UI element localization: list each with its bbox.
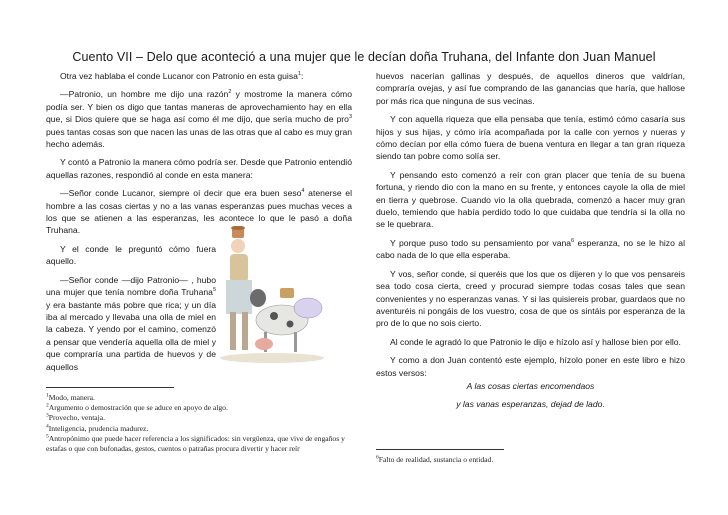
paragraph: Y como a don Juan contentó este ejemplo, hízolo poner en este libro e hizo estos versos: [376, 355, 685, 378]
text: pues tantas cosas son que nacen las unas de las otras que al cabo es muy gran hecho además. [46, 126, 352, 150]
footnote-ref: 4 [301, 188, 305, 195]
text: —Señor conde —dijo Patronio— , hubo una mujer que tenía nombre doña Truhana [46, 274, 216, 298]
paragraph: Y el conde le preguntó cómo fuera aquello. [46, 243, 216, 267]
text: : [300, 71, 304, 81]
footnote-divider [376, 449, 504, 450]
verse-line: y las vanas esperanzas, dejad de lado. [456, 399, 605, 410]
footnote: $^6$Falto de realidad, sustancia o entidad. [376, 454, 494, 464]
text: Y porque puso todo su pensamiento por vana [390, 237, 572, 248]
right-column [376, 70, 685, 417]
paragraph [46, 274, 216, 373]
footnote: $^5$Antropónimo que puede hacer referencia a los significados: sin vergüenza, que vive de engaños y estafas o que con bufonadas, gestos, cuentos o patrañas procura divertir y hacer reír [46, 433, 345, 454]
text: esperanza, no se le hizo al cabo nada de lo que ella esperaba. [376, 237, 685, 261]
text: —Patronio, un hombre me dijo una razón [60, 89, 229, 100]
footnotes-left [46, 393, 352, 454]
footnote-divider [46, 387, 174, 388]
paragraph: Y pensando esto comenzó a reír con gran placer que tenía de su buena fortuna, y riendo dio con la mano en su frente, y entonces cayole la olla de miel en tierra y quebrose. Cuando vio la olla quebrada, comenzó a hacer muy gran duelo, temiendo que había perdido todo lo que cuidaba que tendría si la olla no se le quebrara. [376, 169, 685, 230]
paragraph: Al conde le agradó lo que Patronio le dijo e hízolo así y hallose bien por ello. [390, 336, 681, 347]
paragraph [46, 70, 352, 82]
footnote: $^4$Inteligencia, prudencia madurez. [46, 423, 149, 433]
text: —Señor conde Lucanor, siempre oí decir que era buen seso [60, 188, 302, 199]
page-title: Cuento VII – Delo que aconteció a una mujer que le decían doña Truhana, del Infante don Juan Manuel [72, 50, 656, 64]
text: atenerse el hombre a las cosas ciertas y no a las vanas esperanzas pues muchas veces a los que se atienen a las esperanzas, les acontece lo que le pasó a doña Truhana. [46, 188, 352, 236]
verse-line: A las cosas ciertas encomendaos [466, 380, 595, 391]
paragraph: huevos nacerían gallinas y después, de aquellos dineros que valdrían, compraría ovejas, y así fue comprando de las ganancias que haría, que hallose por más rica que ninguna de sus vecinas. [376, 71, 685, 106]
footnote: $^2$Argumento o demostración que se aduce en apoyo de algo. [46, 402, 228, 413]
footnote-ref: 6 [571, 238, 575, 245]
footnotes-right [376, 455, 685, 465]
paragraph [376, 237, 685, 262]
text: y era bastante más pobre que rica; y un día iba al mercado y llevaba una olla de miel en la cabeza. Y yendo por el camino, comenzó a pensar que vendería aquella olla de miel y que compraría una partida de huevos y de aquellos [46, 299, 216, 372]
footnote-ref: 5 [212, 287, 216, 294]
footnote-ref: 1 [297, 71, 301, 78]
paragraph: Y contó a Patronio la manera cómo podría ser. Desde que Patronio entendió aquellas razones, respondió al conde en esta manera: [46, 157, 352, 180]
text: y mostrome la manera cómo podía ser. Y bien os digo que tantas maneras de aprovechamiento hay en ella que, si Dios quiere que se haga así como él me dijo, que sería mucho de pro [46, 89, 352, 125]
paragraph [46, 88, 352, 150]
footnote-ref: 2 [228, 89, 232, 96]
paragraph: Y vos, señor conde, si queréis que los que os dijeren y lo que vos pensareis sea todo cosa cierta, creed y procurad siempre todas cosas tales que sean convenientes y no esperanzas vanas. Y si las quisiereis probar, guardaos que no aventuréis ni pongáis de los vuestro, cosa de que os sintáis por esperanza de la pro de lo que no sois cierto. [376, 268, 685, 329]
text: Otra vez hablaba el conde Lucanor con Patronio en esta guisa [60, 71, 298, 81]
footnote: $^1$Modo, manera. [46, 392, 95, 402]
footnote: $^3$Provecho, ventaja. [46, 412, 106, 423]
illustration-woman-with-pot [210, 224, 328, 364]
paragraph: Y con aquella riqueza que ella pensaba que tenía, estimó cómo casaría sus hijos y sus hijas, y cómo iría acompañada por la calle con yernos y nueras y cómo decían por ella cómo fuera de buena ventura en llegar a tan gran riqueza siendo tan pobre como solía ser. [376, 114, 685, 162]
footnote-ref: 3 [348, 114, 352, 121]
